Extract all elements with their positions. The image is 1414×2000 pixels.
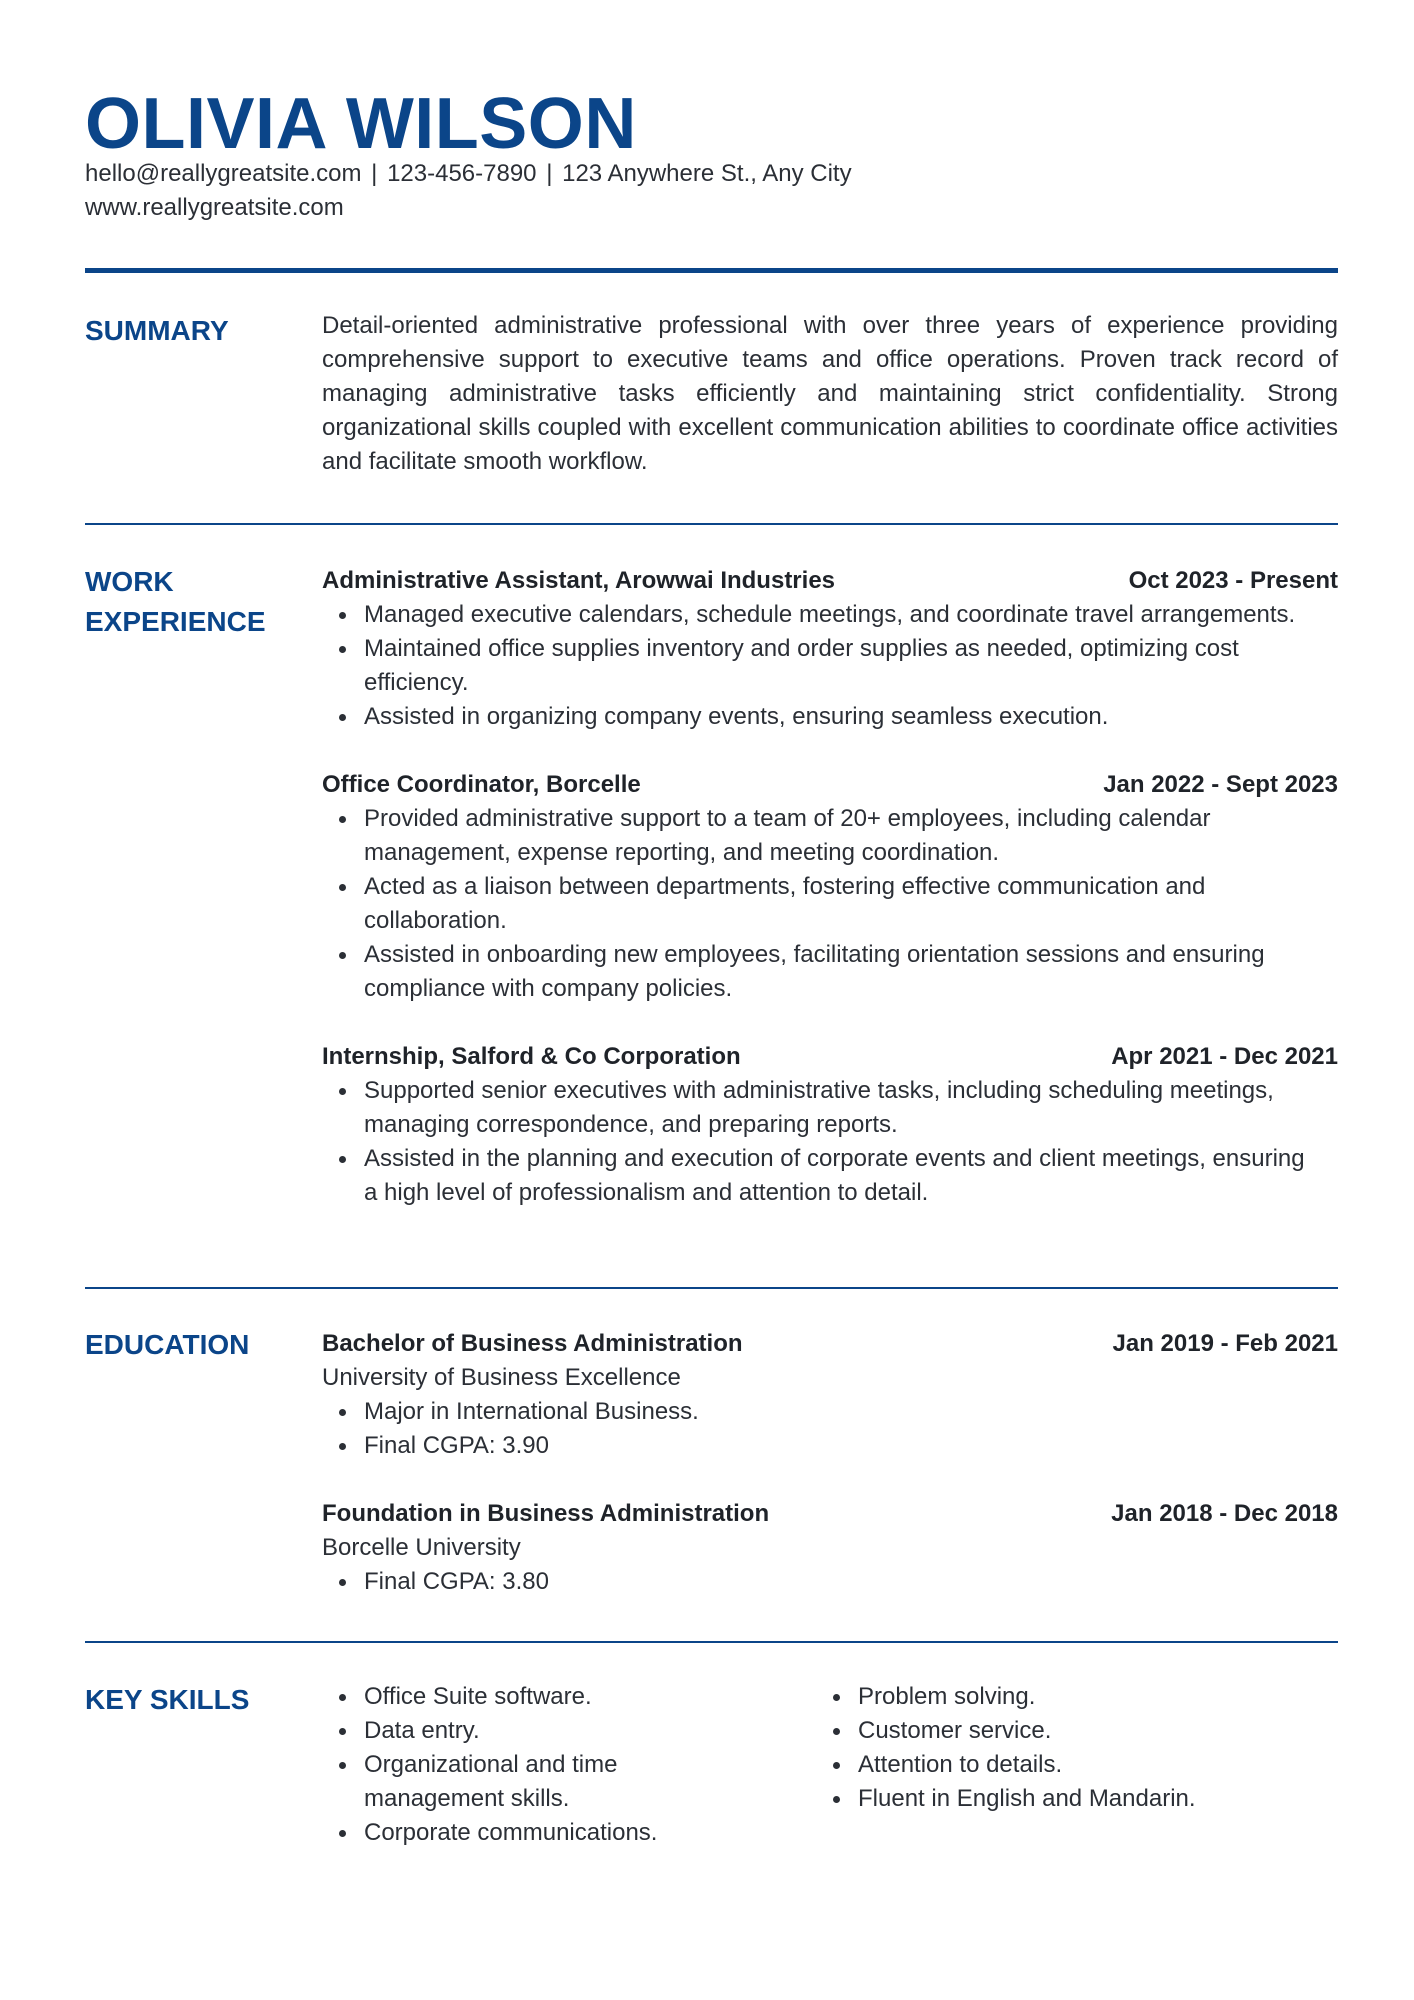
skill-item: Corporate communications.	[364, 1816, 762, 1850]
job-role: Administrative Assistant, Arowwai Industries	[322, 567, 836, 594]
job-entry	[322, 768, 1338, 1006]
job-dates: Jan 2022 - Sept 2023	[1103, 771, 1338, 798]
skill-item: Customer service.	[858, 1714, 1256, 1748]
list-item: Maintained office supplies inventory and order supplies as needed, optimizing cost efficiency.	[364, 632, 1324, 700]
job-role: Office Coordinator, Borcelle	[322, 771, 641, 798]
job-bullets	[322, 802, 1324, 1006]
section-divider	[85, 1287, 1338, 1289]
contact-separator: |	[371, 160, 378, 187]
education-school: University of Business Excellence	[322, 1364, 681, 1391]
list-item: Managed executive calendars, schedule meetings, and coordinate travel arrangements.	[364, 598, 1324, 632]
section-divider	[85, 523, 1338, 525]
job-header	[322, 768, 1338, 802]
skills-title: KEY SKILLS	[85, 1684, 250, 1715]
candidate-name: OLIVIA WILSON	[85, 84, 637, 164]
skills-list-left	[322, 1680, 762, 1850]
education-title: EDUCATION	[85, 1329, 250, 1360]
skills-section	[322, 1680, 1338, 1860]
job-bullets	[322, 598, 1324, 734]
contact-info	[85, 157, 1285, 225]
skill-item: Organizational and time management skills.	[364, 1748, 664, 1816]
contact-phone: 123-456-7890	[387, 160, 537, 187]
list-item: Assisted in the planning and execution of corporate events and client meetings, ensuring a high level of professionalism and attention to detail.	[364, 1142, 1324, 1210]
summary-text: Detail-oriented administrative professional with over three years of experience providing comprehensive support to executive teams and office operations. Proven track record of managing administrative tasks efficiently and maintaining strict confidentiality. Strong organizational skills coupled with excellent communication abilities to coordinate office activities and facilitate smooth workflow.	[322, 312, 1338, 475]
contact-email: hello@reallygreatsite.com	[85, 160, 362, 187]
skills-column-left	[322, 1680, 762, 1850]
job-header	[322, 1040, 1338, 1074]
contact-line-1	[85, 157, 1285, 191]
experience-title-line-2: EXPERIENCE	[85, 606, 266, 637]
experience-title	[85, 562, 305, 642]
skill-item: Attention to details.	[858, 1748, 1256, 1782]
list-item: Assisted in onboarding new employees, facilitating orientation sessions and ensuring compliance with company policies.	[364, 938, 1324, 1006]
job-entry	[322, 564, 1338, 734]
header-divider	[85, 268, 1338, 273]
experience-title-line-1: WORK	[85, 566, 174, 597]
experience-section	[322, 564, 1338, 1244]
education-bullets	[322, 1565, 1324, 1599]
job-bullets	[322, 1074, 1324, 1210]
list-item: Acted as a liaison between departments, fostering effective communication and collaboration.	[364, 870, 1324, 938]
education-entry	[322, 1327, 1338, 1463]
skills-list-right	[816, 1680, 1256, 1816]
education-dates: Jan 2019 - Feb 2021	[1112, 1330, 1338, 1357]
list-item: Supported senior executives with administrative tasks, including scheduling meetings, managing correspondence, and preparing reports.	[364, 1074, 1324, 1142]
list-item: Provided administrative support to a team of 20+ employees, including calendar management, expense reporting, and meeting coordination.	[364, 802, 1324, 870]
education-school: Borcelle University	[322, 1534, 521, 1561]
summary-title: SUMMARY	[85, 315, 229, 346]
job-dates: Oct 2023 - Present	[1128, 567, 1338, 594]
job-entry	[322, 1040, 1338, 1210]
section-divider	[85, 1641, 1338, 1643]
education-entry	[322, 1497, 1338, 1599]
education-dates: Jan 2018 - Dec 2018	[1111, 1500, 1338, 1527]
contact-address: 123 Anywhere St., Any City	[562, 160, 852, 187]
list-item: Final CGPA: 3.80	[364, 1565, 1324, 1599]
education-header	[322, 1497, 1338, 1531]
list-item: Assisted in organizing company events, ensuring seamless execution.	[364, 700, 1324, 734]
list-item: Major in International Business.	[364, 1395, 1324, 1429]
job-role: Internship, Salford & Co Corporation	[322, 1043, 741, 1070]
education-bullets	[322, 1395, 1324, 1463]
skill-item: Data entry.	[364, 1714, 762, 1748]
summary-section	[322, 309, 1338, 479]
education-degree: Bachelor of Business Administration	[322, 1330, 743, 1357]
education-degree: Foundation in Business Administration	[322, 1500, 770, 1527]
list-item: Final CGPA: 3.90	[364, 1429, 1324, 1463]
job-dates: Apr 2021 - Dec 2021	[1111, 1043, 1338, 1070]
skill-item: Problem solving.	[858, 1680, 1256, 1714]
education-section	[322, 1327, 1338, 1633]
contact-website: www.reallygreatsite.com	[85, 194, 344, 221]
job-header	[322, 564, 1338, 598]
skill-item: Fluent in English and Mandarin.	[858, 1782, 1256, 1816]
contact-separator: |	[546, 160, 553, 187]
education-header	[322, 1327, 1338, 1361]
skills-column-right	[816, 1680, 1256, 1816]
skill-item: Office Suite software.	[364, 1680, 762, 1714]
